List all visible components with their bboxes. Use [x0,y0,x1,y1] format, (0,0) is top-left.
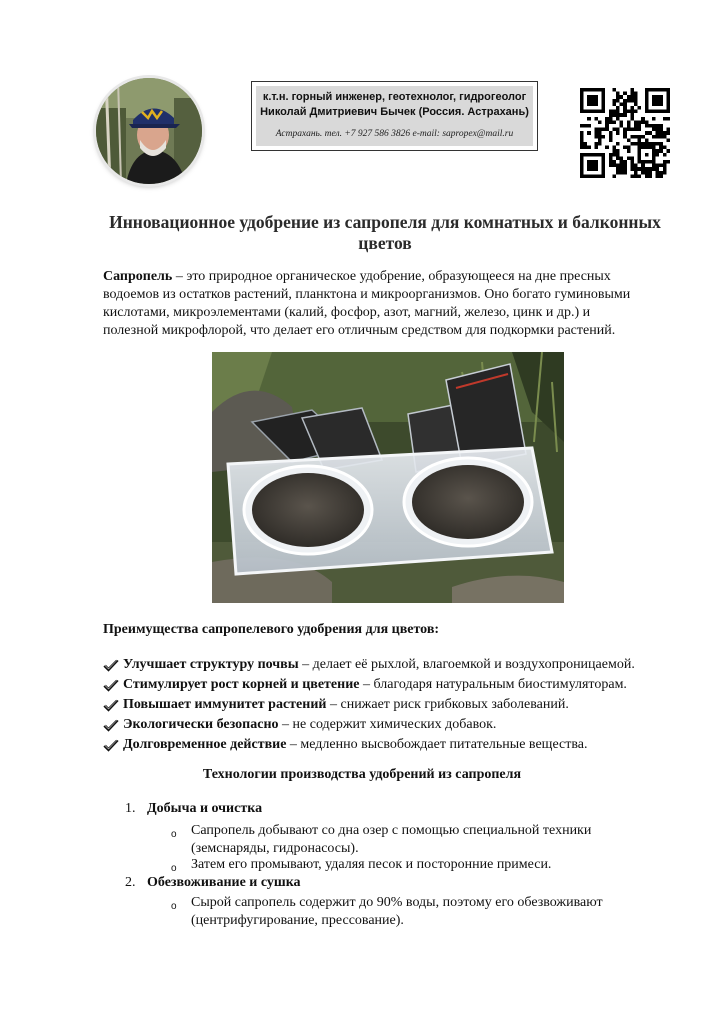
step-number: 1. [125,801,136,816]
advantage-title: Повышает иммунитет растений [123,697,327,712]
page-title: Инновационное удобрение из сапропеля для комнатных и балконных цветов [109,212,661,253]
advantage-title: Долговременное действие [123,737,287,752]
step-item [125,800,262,818]
fertilizer-samples-image [212,352,564,603]
step-title: Добыча и очистка [147,801,263,816]
checkmark-icon [103,659,119,672]
step-title: Обезвоживание и сушка [147,875,301,890]
checkmark-icon [103,679,119,692]
advantages-list [103,655,683,755]
advantage-description: – медленно высвобождает питательные вещества. [286,737,588,752]
advantage-description: – делает её рыхлой, влагоемкой и воздухопроницаемой. [298,657,635,672]
intro-term: Сапропель [103,269,173,284]
step-subitem [173,856,643,874]
checkmark-icon [103,699,119,712]
step-subitem-text: Затем его промывают, удаляя песок и посторонние примеси. [191,857,552,872]
step-subitem [173,822,643,858]
advantage-title: Стимулирует рост корней и цветение [123,677,360,692]
technology-heading: Технологии производства удобрений из сапропеля [202,767,522,782]
advantage-item [103,735,683,755]
advantage-item [103,675,683,695]
advantage-description: – снижает риск грибковых заболеваний. [326,697,569,712]
intro-paragraph [103,268,648,340]
qr-code-icon [580,88,670,178]
contact-card [251,81,538,151]
author-photo [96,78,202,184]
bullet-circle-icon: o [171,901,177,912]
advantages-heading: Преимущества сапропелевого удобрения для цветов: [103,622,440,637]
author-contact: Астрахань. тел. +7 927 586 3826 e-mail: sapropex@mail.ru [275,129,514,139]
advantage-title: Экологически безопасно [123,717,279,732]
qr-code [580,88,670,178]
checkmark-icon [103,739,119,752]
author-portrait-image [96,78,202,184]
step-number: 2. [125,875,136,890]
step-subitem-text: Сырой сапропель содержит до 90% воды, поэтому его обезвоживают (центрифугирование, прессование). [191,895,603,928]
advantage-description: – благодаря натуральным биостимуляторам. [359,677,627,692]
checkmark-icon [103,719,119,732]
intro-text: – это природное органическое удобрение, образующееся на дне пресных водоемов из остатков растений, планктона и микроорганизмов. Оно богато гуминовыми кислотами, микроэлементами (калий, фосфор, азот, магний, железо, цинк и др.) и полезной микрофлорой, что делает его отличным средством для подкормки растений. [103,269,631,338]
step-subitem-text: Сапропель добывают со дна озер с помощью специальной техники (земснаряды, гидронасосы). [191,823,592,856]
advantage-item [103,715,683,735]
step-subitem [173,894,643,930]
advantage-item [103,695,683,715]
sapropel-photo [212,352,564,603]
step-item [125,874,301,892]
advantage-item [103,655,683,675]
bullet-circle-icon: o [171,863,177,874]
author-credentials: к.т.н. горный инженер, геотехнолог, гидрогеолог [262,91,527,103]
advantage-description: – не содержит химических добавок. [278,717,497,732]
advantage-title: Улучшает структуру почвы [123,657,299,672]
bullet-circle-icon: o [171,829,177,840]
author-name: Николай Дмитриевич Бычек (Россия. Астрахань) [260,106,529,118]
